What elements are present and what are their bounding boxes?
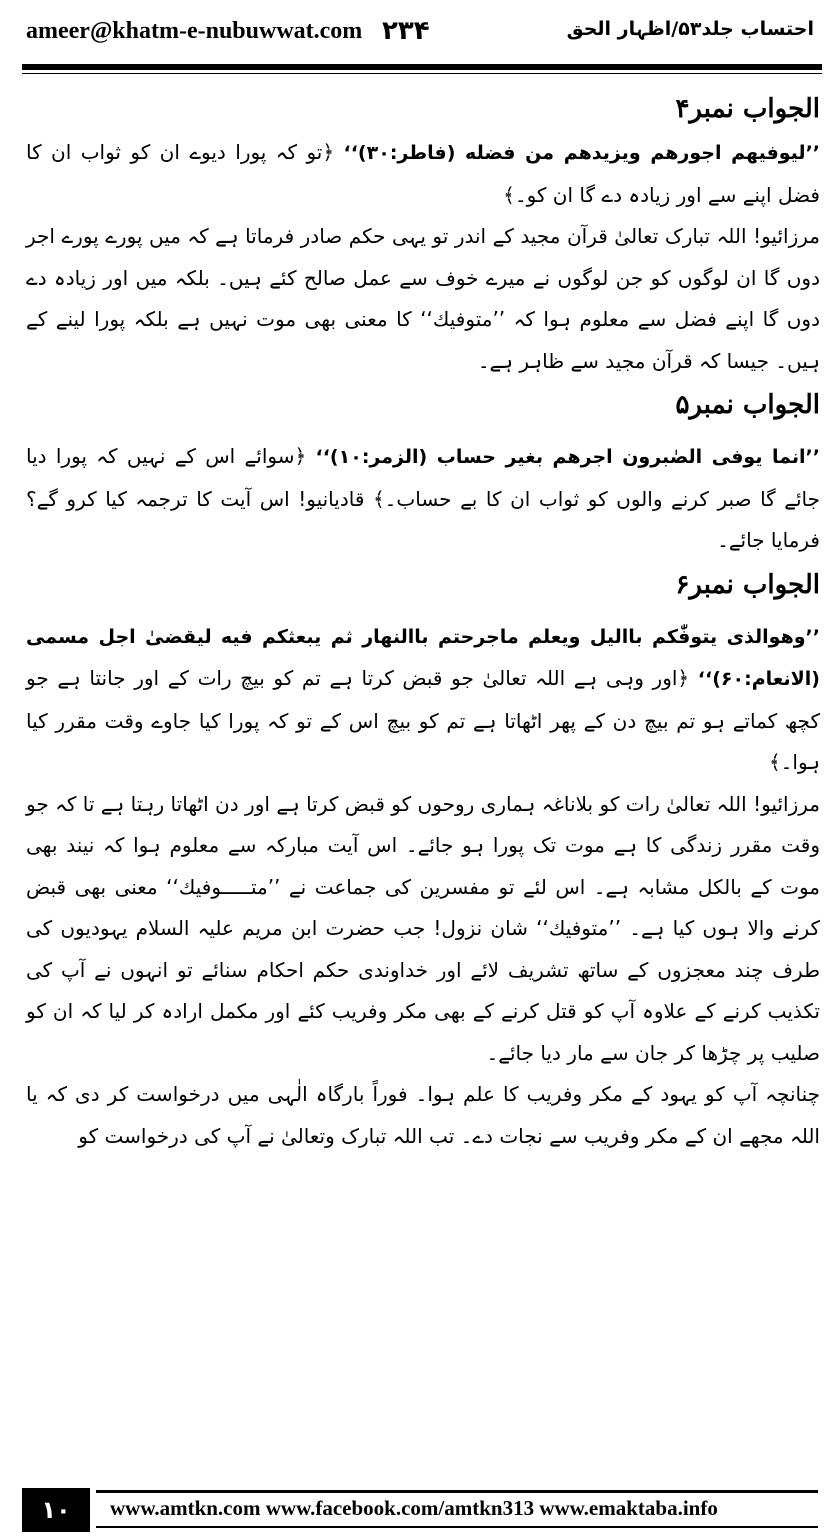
paragraph-answer-6-verse bbox=[26, 616, 820, 784]
header-page-number: ۲۳۴ bbox=[382, 16, 430, 46]
paragraph-answer-4-verse bbox=[26, 132, 820, 216]
quran-verse-anam-line1: ’’وهوالذی یتوفّٰکم باالیل ویعلم ماجرحتم باالنهار ثم یبعثکم فیه bbox=[220, 625, 820, 648]
page-body bbox=[26, 86, 820, 1471]
header-book-title: احتساب جلد۵۳/اظہار الحق bbox=[566, 18, 814, 40]
quran-verse-zumar: ’’انما یوفی الصٰبرون اجرهم بغیر حساب (الزمر:۱۰)‘‘ bbox=[315, 446, 820, 468]
quran-verse-fatir: ’’لیوفیهم اجورهم ویزیدهم من فضله (فاطر:۳۰)‘‘ bbox=[343, 142, 821, 164]
paragraph-answer-6-explanation: مرزائیو! اللہ تعالیٰ رات کو بلاناغہ ہماری روحوں کو قبض کرتا ہے اور دن اٹھاتا رہتا ہے تا کہ جو وقت مقرر زندگی کا ہے موت تک پورا ہو جائے۔ اس آیت مبارکہ سے معلوم ہوا کہ نیند بھی موت کے بالکل مشابہ ہے۔ اس لئے تو مفسرین کی جماعت نے ’’متـــــوفیك‘‘ معنی بھی قبض کرنے والا ہوں کیا ہے۔ ’’متوفیك‘‘ شان نزول! جب حضرت ابن مریم علیہ السلام یہودیوں کی طرف چند معجزوں کے ساتھ تشریف لائے اور خداوندی حکم احکام سنائے تو انہوں نے آپ کی تکذیب کرنے کے علاوہ آپ کو قتل کرنے کے بھی مکر وفریب کئے اور مکمل ارادہ کر لیا کہ ان کو صلیب پر چڑھا کر جان سے مار دیا جائے۔ bbox=[26, 791, 821, 1065]
quran-verse-anam-line2: لیقضیٰ اجل مسمی (الانعام:۶۰)‘‘ bbox=[26, 625, 820, 690]
heading-answer-5: الجواب نمبر۵ bbox=[675, 390, 820, 420]
footer-website-links: www.amtkn.com www.facebook.com/amtkn313 www.emaktaba.info bbox=[110, 1496, 718, 1520]
paragraph-answer-4-explanation: مرزائیو! اللہ تبارک تعالیٰ قرآن مجید کے اندر تو یہی حکم صادر فرماتا ہے کہ میں پورے پورے اجر دوں گا ان لوگوں کو جن لوگوں نے میرے خوف سے عمل صالح کئے ہیں۔ بلکہ میں اور زیادہ دے دوں گا اپنے فضل سے معلوم ہوا کہ ’’متوفیك‘‘ کا معنی بھی موت نہیں ہے بلکہ پورا لینے کے ہیں۔ جیسا کہ قرآن مجید سے ظاہر ہے۔ bbox=[26, 224, 820, 373]
header-email: ameer@khatm-e-nubuwwat.com bbox=[26, 18, 363, 44]
header-rule-thin bbox=[22, 73, 822, 74]
verse-translation: ﴿سوائے اس کے نہیں کہ پورا دیا جائے گا صبر کرنے والوں کو ثواب ان کا بے حساب۔﴾ قادیانیو! اس آیت کا ترجمہ کیا کرو گے؟ فرمایا جائے۔ bbox=[26, 444, 820, 552]
verse-translation: ﴿اور وہی ہے اللہ تعالیٰ جو قبض کرتا ہے تم کو بیچ رات کے اور جانتا ہے جو کچھ کماتے ہو تم بیچ دن کے پھر اٹھاتا ہے تم کو بیچ اس کے تو کہ پورا کیا جاوے وقت مقرر کیا ہوا۔﴾ bbox=[26, 666, 820, 774]
heading-answer-4: الجواب نمبر۴ bbox=[675, 94, 820, 124]
paragraph-continuation: چنانچہ آپ کو یہود کے مکر وفریب کا علم ہوا۔ فوراً بارگاہ الٰہی میں درخواست کر دی کہ یا اللہ مجھے ان کے مکر وفریب سے نجات دے۔ تب اللہ تبارک وتعالیٰ نے آپ کی درخواست کو bbox=[26, 1082, 820, 1148]
header-rule-thick bbox=[22, 64, 822, 70]
verse-translation: ﴿تو کہ پورا دیوے ان کو ثواب ان کا فضل اپنے سے اور زیادہ دے گا ان کو۔﴾ bbox=[26, 140, 820, 207]
paragraph-answer-5 bbox=[26, 436, 820, 562]
page-footer bbox=[0, 1484, 840, 1540]
heading-answer-6: الجواب نمبر۶ bbox=[675, 569, 820, 600]
footer-rule-top bbox=[96, 1490, 818, 1493]
page-header bbox=[0, 0, 840, 62]
footer-rule-bottom bbox=[96, 1526, 818, 1528]
footer-page-label: ۱۰ bbox=[22, 1488, 90, 1532]
